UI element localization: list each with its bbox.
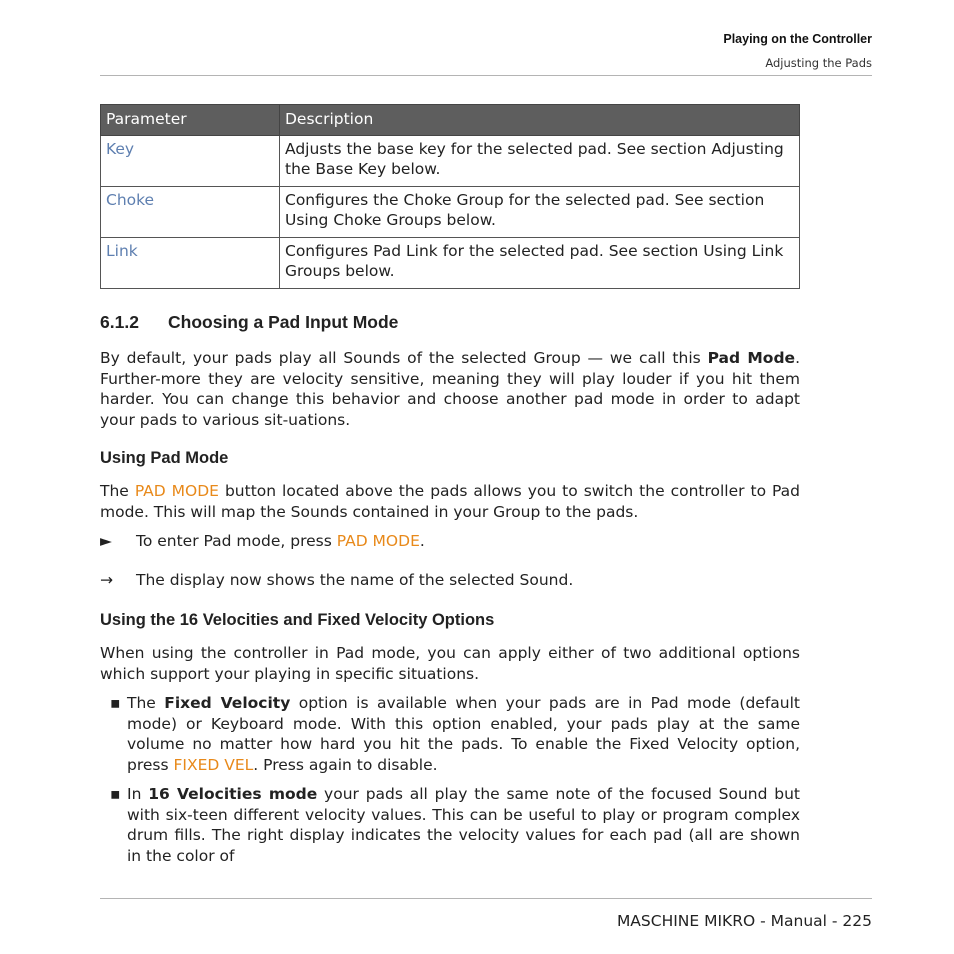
- bullet1-text-e: . Press again to disable.: [253, 755, 438, 774]
- section-title: Choosing a Pad Input Mode: [168, 312, 399, 332]
- instruction-step: [100, 531, 800, 552]
- pad-mode-text: The: [100, 482, 135, 500]
- parameter-table: [100, 104, 800, 289]
- column-header-description: Description: [280, 105, 800, 136]
- sixteen-velocities-term: 16 Velocities mode: [148, 785, 318, 803]
- subheading-velocities: Using the 16 Velocities and Fixed Velocity Options: [100, 611, 495, 629]
- bullet-square-icon: ▪: [110, 785, 121, 803]
- param-link-key[interactable]: Key: [101, 135, 280, 186]
- step-text-c: .: [419, 532, 425, 550]
- fixed-velocity-term: Fixed Velocity: [164, 694, 291, 712]
- fixed-vel-button-ref: FIXED VEL: [173, 755, 254, 774]
- bullet-text-fixed-velocity: [127, 693, 800, 775]
- play-arrow-icon: ►: [100, 532, 112, 550]
- pad-mode-button-ref: PAD MODE: [134, 482, 219, 500]
- bullet1-text-a: The: [127, 694, 165, 712]
- header-chapter-title: Playing on the Controller: [723, 32, 872, 46]
- intro-text: By default, your pads play all Sounds of the selected Group — we call this: [100, 349, 708, 367]
- main-content: [100, 312, 800, 866]
- pad-mode-text-cont: button located above the pads allows you to switch the controller to Pad mode. This will map the Sounds contained in your Group to the pads.: [100, 482, 801, 521]
- section-heading: [100, 312, 800, 336]
- param-description: Configures the Choke Group for the selected pad. See section Using Choke Groups below.: [280, 186, 800, 237]
- section-number: 6.1.2: [100, 312, 139, 332]
- table-row: [101, 237, 800, 288]
- step-text-a: To enter Pad mode, press: [136, 532, 337, 550]
- result-step: [100, 570, 800, 591]
- table-header-row: [101, 105, 800, 136]
- footer-page-label: MASCHINE MIKRO - Manual - 225: [616, 912, 872, 930]
- table-row: [101, 135, 800, 186]
- param-link-link[interactable]: Link: [101, 237, 280, 288]
- bullet-square-icon: ▪: [110, 694, 121, 712]
- header-divider: [100, 75, 872, 76]
- right-arrow-icon: →: [100, 570, 113, 589]
- velocities-paragraph: When using the controller in Pad mode, you can apply either of two additional options which support your playing in specific situations.: [100, 644, 800, 683]
- param-description: Configures Pad Link for the selected pad. See section Using Link Groups below.: [280, 237, 800, 288]
- param-description: Adjusts the base key for the selected pad. See section Adjusting the Base Key below.: [280, 135, 800, 186]
- pad-mode-paragraph: [100, 481, 800, 522]
- intro-text-cont: . Further-more they are velocity sensitive, meaning they will play louder if you hit them harder. You can change this behavior and choose another pad mode in order to adapt your pads to various sit-uations.: [100, 349, 800, 429]
- column-header-parameter: Parameter: [101, 105, 280, 136]
- intro-paragraph: [100, 348, 800, 430]
- bullet-text-16-velocities: [127, 784, 800, 866]
- bullet1-text-c: option is available when your pads are in Pad mode (default mode) or Keyboard mode. With this option enabled, your pads play at the same volume no matter how hard you hit the pads. To enable the Fixed Velocity option, press: [127, 694, 801, 774]
- header-section-title: Adjusting the Pads: [765, 56, 872, 70]
- pad-mode-button-ref: PAD MODE: [336, 532, 420, 550]
- table-row: [101, 186, 800, 237]
- list-item: [100, 784, 800, 866]
- step-text: [136, 531, 425, 552]
- bullet2-text-c: your pads all play the same note of the focused Sound but with six-teen different velocity values. This can be useful to play or program complex drum fills. The right display indicates the velocity values for each pad (all are shown in the color of: [127, 785, 800, 865]
- bullet2-text-a: In: [127, 785, 149, 803]
- list-item: [100, 693, 800, 775]
- footer-divider: [100, 898, 872, 899]
- subheading-pad-mode: Using Pad Mode: [100, 449, 229, 467]
- pad-mode-term: Pad Mode: [707, 349, 796, 367]
- result-text: The display now shows the name of the selected Sound.: [136, 570, 574, 589]
- param-link-choke[interactable]: Choke: [101, 186, 280, 237]
